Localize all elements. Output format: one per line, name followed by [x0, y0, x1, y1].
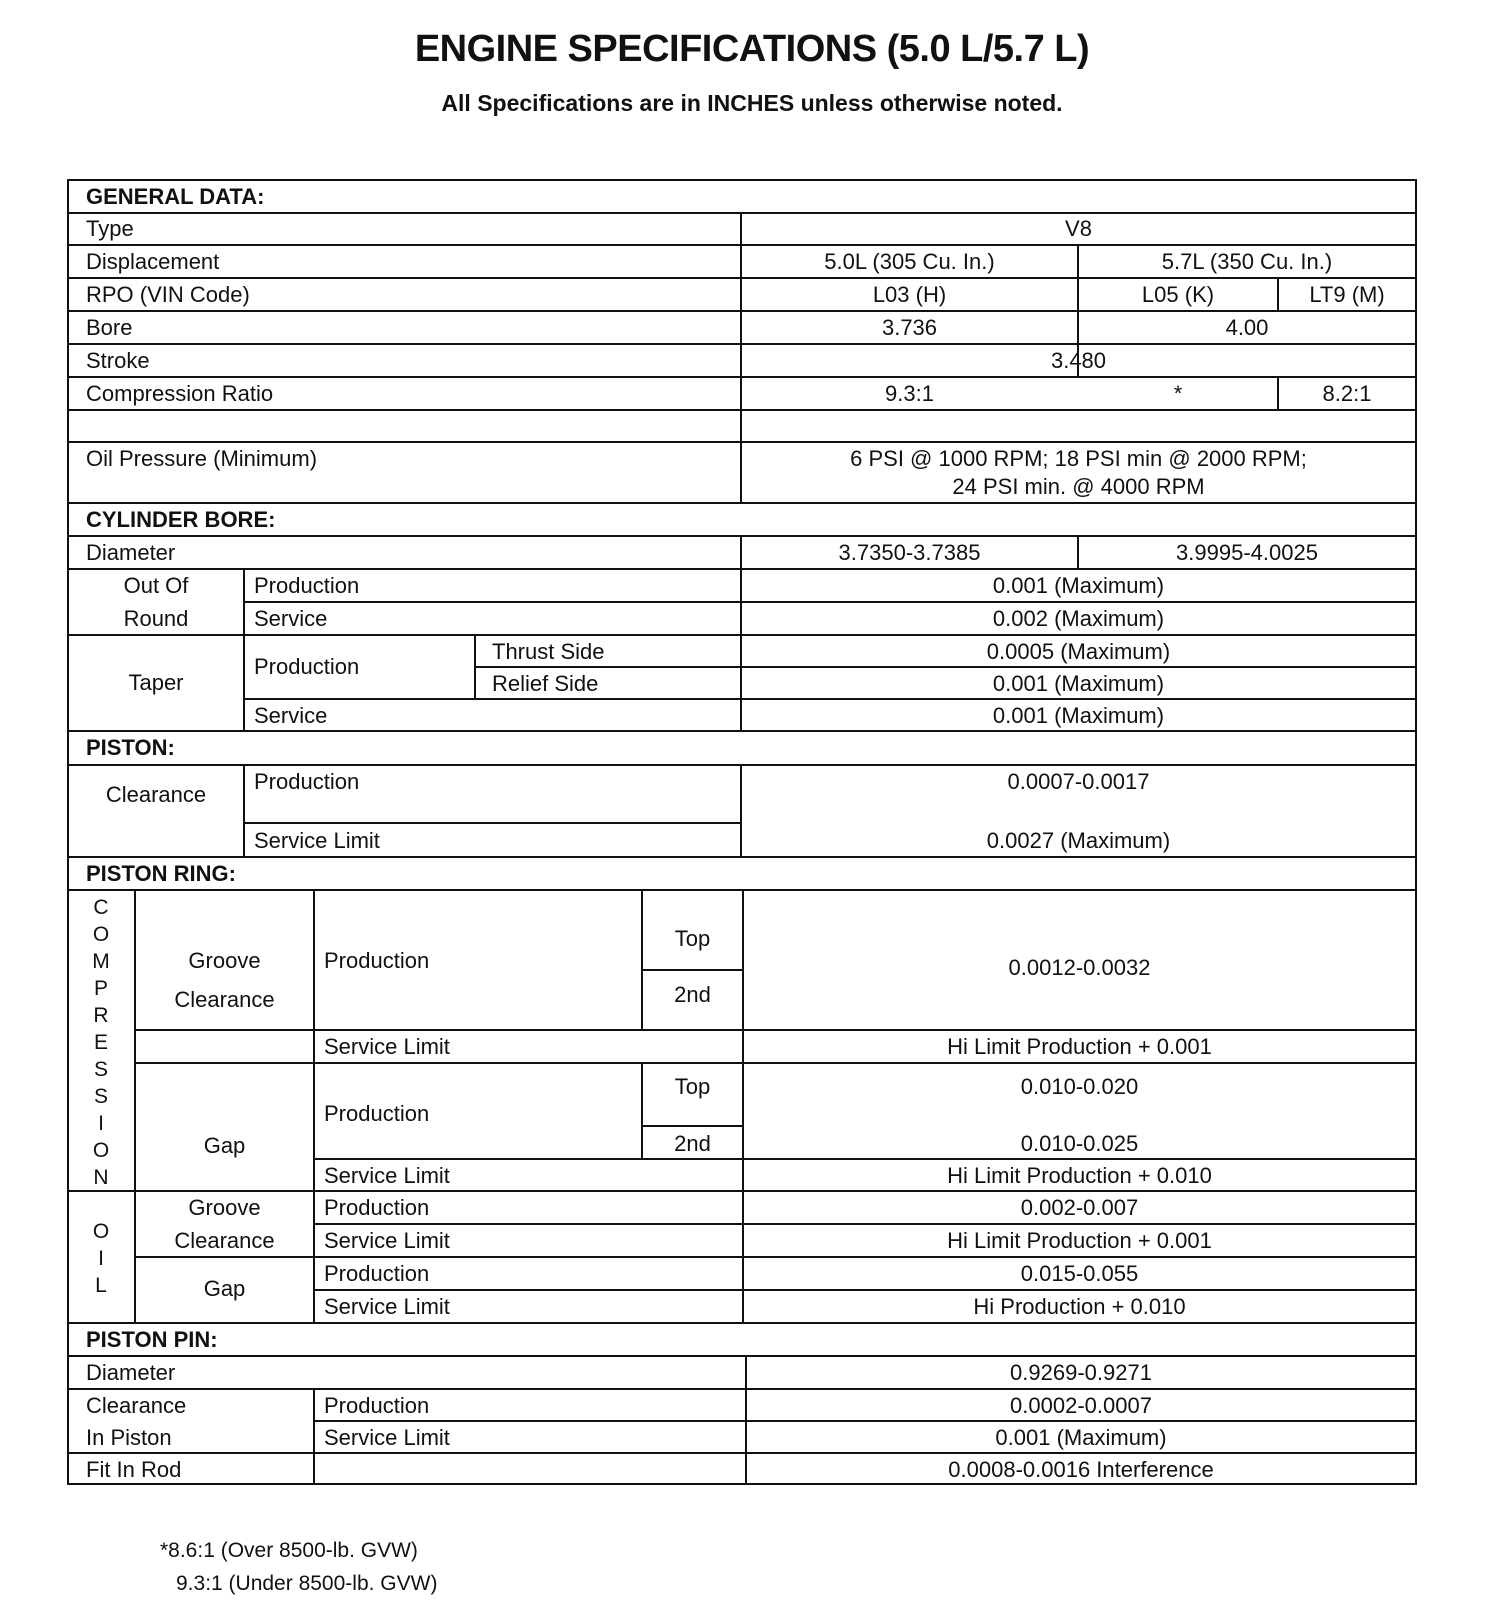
oil-groove-label: Groove: [188, 1195, 261, 1220]
vertical-letter: L: [95, 1274, 107, 1297]
piston-clearance-label: Clearance: [105, 782, 207, 807]
oil-gap-label: Gap: [203, 1276, 246, 1301]
vertical-letter: O: [92, 1139, 110, 1162]
vertical-letter: N: [93, 1166, 109, 1189]
oil-groove-production-label: Production: [324, 1195, 430, 1220]
pin-diameter-value: 0.9269-0.9271: [1010, 1360, 1152, 1385]
oil-gap-production-value: 0.015-0.055: [1020, 1261, 1139, 1286]
fit-in-rod-value: 0.0008-0.0016 Interference: [948, 1457, 1214, 1482]
taper-service-label: Service: [254, 703, 328, 728]
oil-clearance-label: Clearance: [174, 1228, 275, 1253]
bore-diameter-57-value: 3.9995-4.0025: [1176, 540, 1318, 565]
taper-thrust-value: 0.0005 (Maximum): [986, 639, 1171, 664]
taper-label: Taper: [128, 670, 184, 695]
section-header-cylinder-bore: CYLINDER BORE:: [86, 507, 276, 532]
oil-pressure-line2: 24 PSI min. @ 4000 RPM: [952, 474, 1205, 499]
vertical-letter: I: [98, 1247, 104, 1270]
comp-gap-service-value: Hi Limit Production + 0.010: [947, 1163, 1212, 1188]
taper-production-label: Production: [254, 654, 360, 679]
vertical-letter: C: [93, 896, 109, 919]
vertical-letter: O: [92, 923, 110, 946]
vertical-letter: M: [92, 950, 110, 973]
oil-vertical-label: [86, 1218, 116, 1299]
section-header-piston: PISTON:: [86, 735, 175, 760]
oil-gap-service-value: Hi Production + 0.010: [973, 1294, 1186, 1319]
compression-l05-value: *: [1173, 381, 1183, 406]
bore-label: Bore: [86, 315, 133, 340]
oor-service-value: 0.002 (Maximum): [992, 606, 1165, 631]
pin-clearance-label-line1: Clearance: [86, 1393, 187, 1418]
pin-diameter-label: Diameter: [86, 1360, 176, 1385]
displacement-label: Displacement: [86, 249, 220, 274]
oor-production-label: Production: [254, 573, 360, 598]
comp-groove-production-value: 0.0012-0.0032: [1008, 955, 1151, 980]
pin-service-value: 0.001 (Maximum): [995, 1425, 1167, 1450]
vertical-letter: E: [93, 1031, 108, 1054]
type-value: V8: [1065, 216, 1092, 241]
piston-service-limit-label: Service Limit: [254, 828, 380, 853]
compression-vertical-label: [86, 894, 116, 1191]
comp-gap-2nd-label: 2nd: [674, 1131, 711, 1156]
comp-groove-production-label: Production: [324, 948, 430, 973]
pin-production-label: Production: [324, 1393, 430, 1418]
piston-production-value: 0.0007-0.0017: [1007, 769, 1150, 794]
compression-lt9-value: 8.2:1: [1322, 381, 1372, 406]
section-header-piston-pin: PISTON PIN:: [86, 1327, 218, 1352]
vertical-letter: R: [93, 1004, 109, 1027]
type-label: Type: [86, 216, 134, 241]
comp-groove-2nd-label: 2nd: [674, 982, 711, 1007]
displacement-50-value: 5.0L (305 Cu. In.): [824, 249, 995, 274]
oil-groove-production-value: 0.002-0.007: [1020, 1195, 1139, 1220]
rpo-label: RPO (VIN Code): [86, 282, 250, 307]
pin-production-value: 0.0002-0.0007: [1010, 1393, 1152, 1418]
oil-gap-service-label: Service Limit: [324, 1294, 450, 1319]
page-subtitle: All Specifications are in INCHES unless otherwise noted.: [441, 90, 1063, 116]
comp-groove-top-label: Top: [674, 926, 711, 951]
vertical-letter: I: [98, 1112, 104, 1135]
footnote-line1: *8.6:1 (Over 8500-lb. GVW): [160, 1539, 418, 1562]
comp-groove-service-value: Hi Limit Production + 0.001: [947, 1034, 1212, 1059]
comp-groove-label: Groove: [188, 948, 261, 973]
comp-gap-production-label: Production: [324, 1101, 430, 1126]
piston-production-label: Production: [254, 769, 360, 794]
comp-gap-2nd-value: 0.010-0.025: [1020, 1131, 1139, 1156]
stroke-value: 3.480: [1050, 348, 1107, 373]
vertical-letter: S: [93, 1058, 108, 1081]
taper-relief-value: 0.001 (Maximum): [992, 671, 1165, 696]
bore-50-value: 3.736: [881, 315, 938, 340]
rpo-l03-value: L03 (H): [872, 282, 947, 307]
section-header-piston-ring: PISTON RING:: [86, 861, 236, 886]
oil-groove-service-label: Service Limit: [324, 1228, 450, 1253]
bore-57-value: 4.00: [1225, 315, 1269, 340]
comp-gap-label: Gap: [203, 1133, 246, 1158]
comp-groove-service-label: Service Limit: [324, 1034, 450, 1059]
oil-gap-production-label: Production: [324, 1261, 430, 1286]
bore-diameter-label: Diameter: [86, 540, 176, 565]
oor-production-value: 0.001 (Maximum): [992, 573, 1165, 598]
comp-gap-top-label: Top: [674, 1074, 711, 1099]
rpo-l05-value: L05 (K): [1141, 282, 1215, 307]
pin-service-limit-label: Service Limit: [324, 1425, 450, 1450]
comp-gap-top-value: 0.010-0.020: [1020, 1074, 1139, 1099]
pin-clearance-label-line2: In Piston: [86, 1425, 172, 1450]
oil-pressure-label: Oil Pressure (Minimum): [86, 446, 318, 471]
out-of-round-label-line2: Round: [123, 606, 189, 631]
bore-diameter-50-value: 3.7350-3.7385: [838, 540, 981, 565]
relief-side-label: Relief Side: [492, 671, 599, 696]
oor-service-label: Service: [254, 606, 328, 631]
page-title: ENGINE SPECIFICATIONS (5.0 L/5.7 L): [414, 28, 1090, 70]
section-header-general: GENERAL DATA:: [86, 184, 265, 209]
stroke-label: Stroke: [86, 348, 150, 373]
compression-l03-value: 9.3:1: [885, 381, 934, 406]
vertical-letter: S: [93, 1085, 108, 1108]
fit-in-rod-label: Fit In Rod: [86, 1457, 182, 1482]
piston-service-value: 0.0027 (Maximum): [986, 828, 1171, 853]
oil-pressure-line1: 6 PSI @ 1000 RPM; 18 PSI min @ 2000 RPM;: [850, 446, 1307, 471]
comp-gap-service-label: Service Limit: [324, 1163, 450, 1188]
displacement-57-value: 5.7L (350 Cu. In.): [1161, 249, 1333, 274]
oil-groove-service-value: Hi Limit Production + 0.001: [947, 1228, 1212, 1253]
comp-clearance-label: Clearance: [174, 987, 275, 1012]
vertical-letter: P: [93, 977, 108, 1000]
compression-ratio-label: Compression Ratio: [86, 381, 274, 406]
vertical-letter: O: [92, 1220, 110, 1243]
footnote-line2: 9.3:1 (Under 8500-lb. GVW): [176, 1572, 438, 1595]
rpo-lt9-value: LT9 (M): [1309, 282, 1385, 307]
thrust-side-label: Thrust Side: [492, 639, 605, 664]
out-of-round-label-line1: Out Of: [123, 573, 189, 598]
taper-service-value: 0.001 (Maximum): [992, 703, 1165, 728]
